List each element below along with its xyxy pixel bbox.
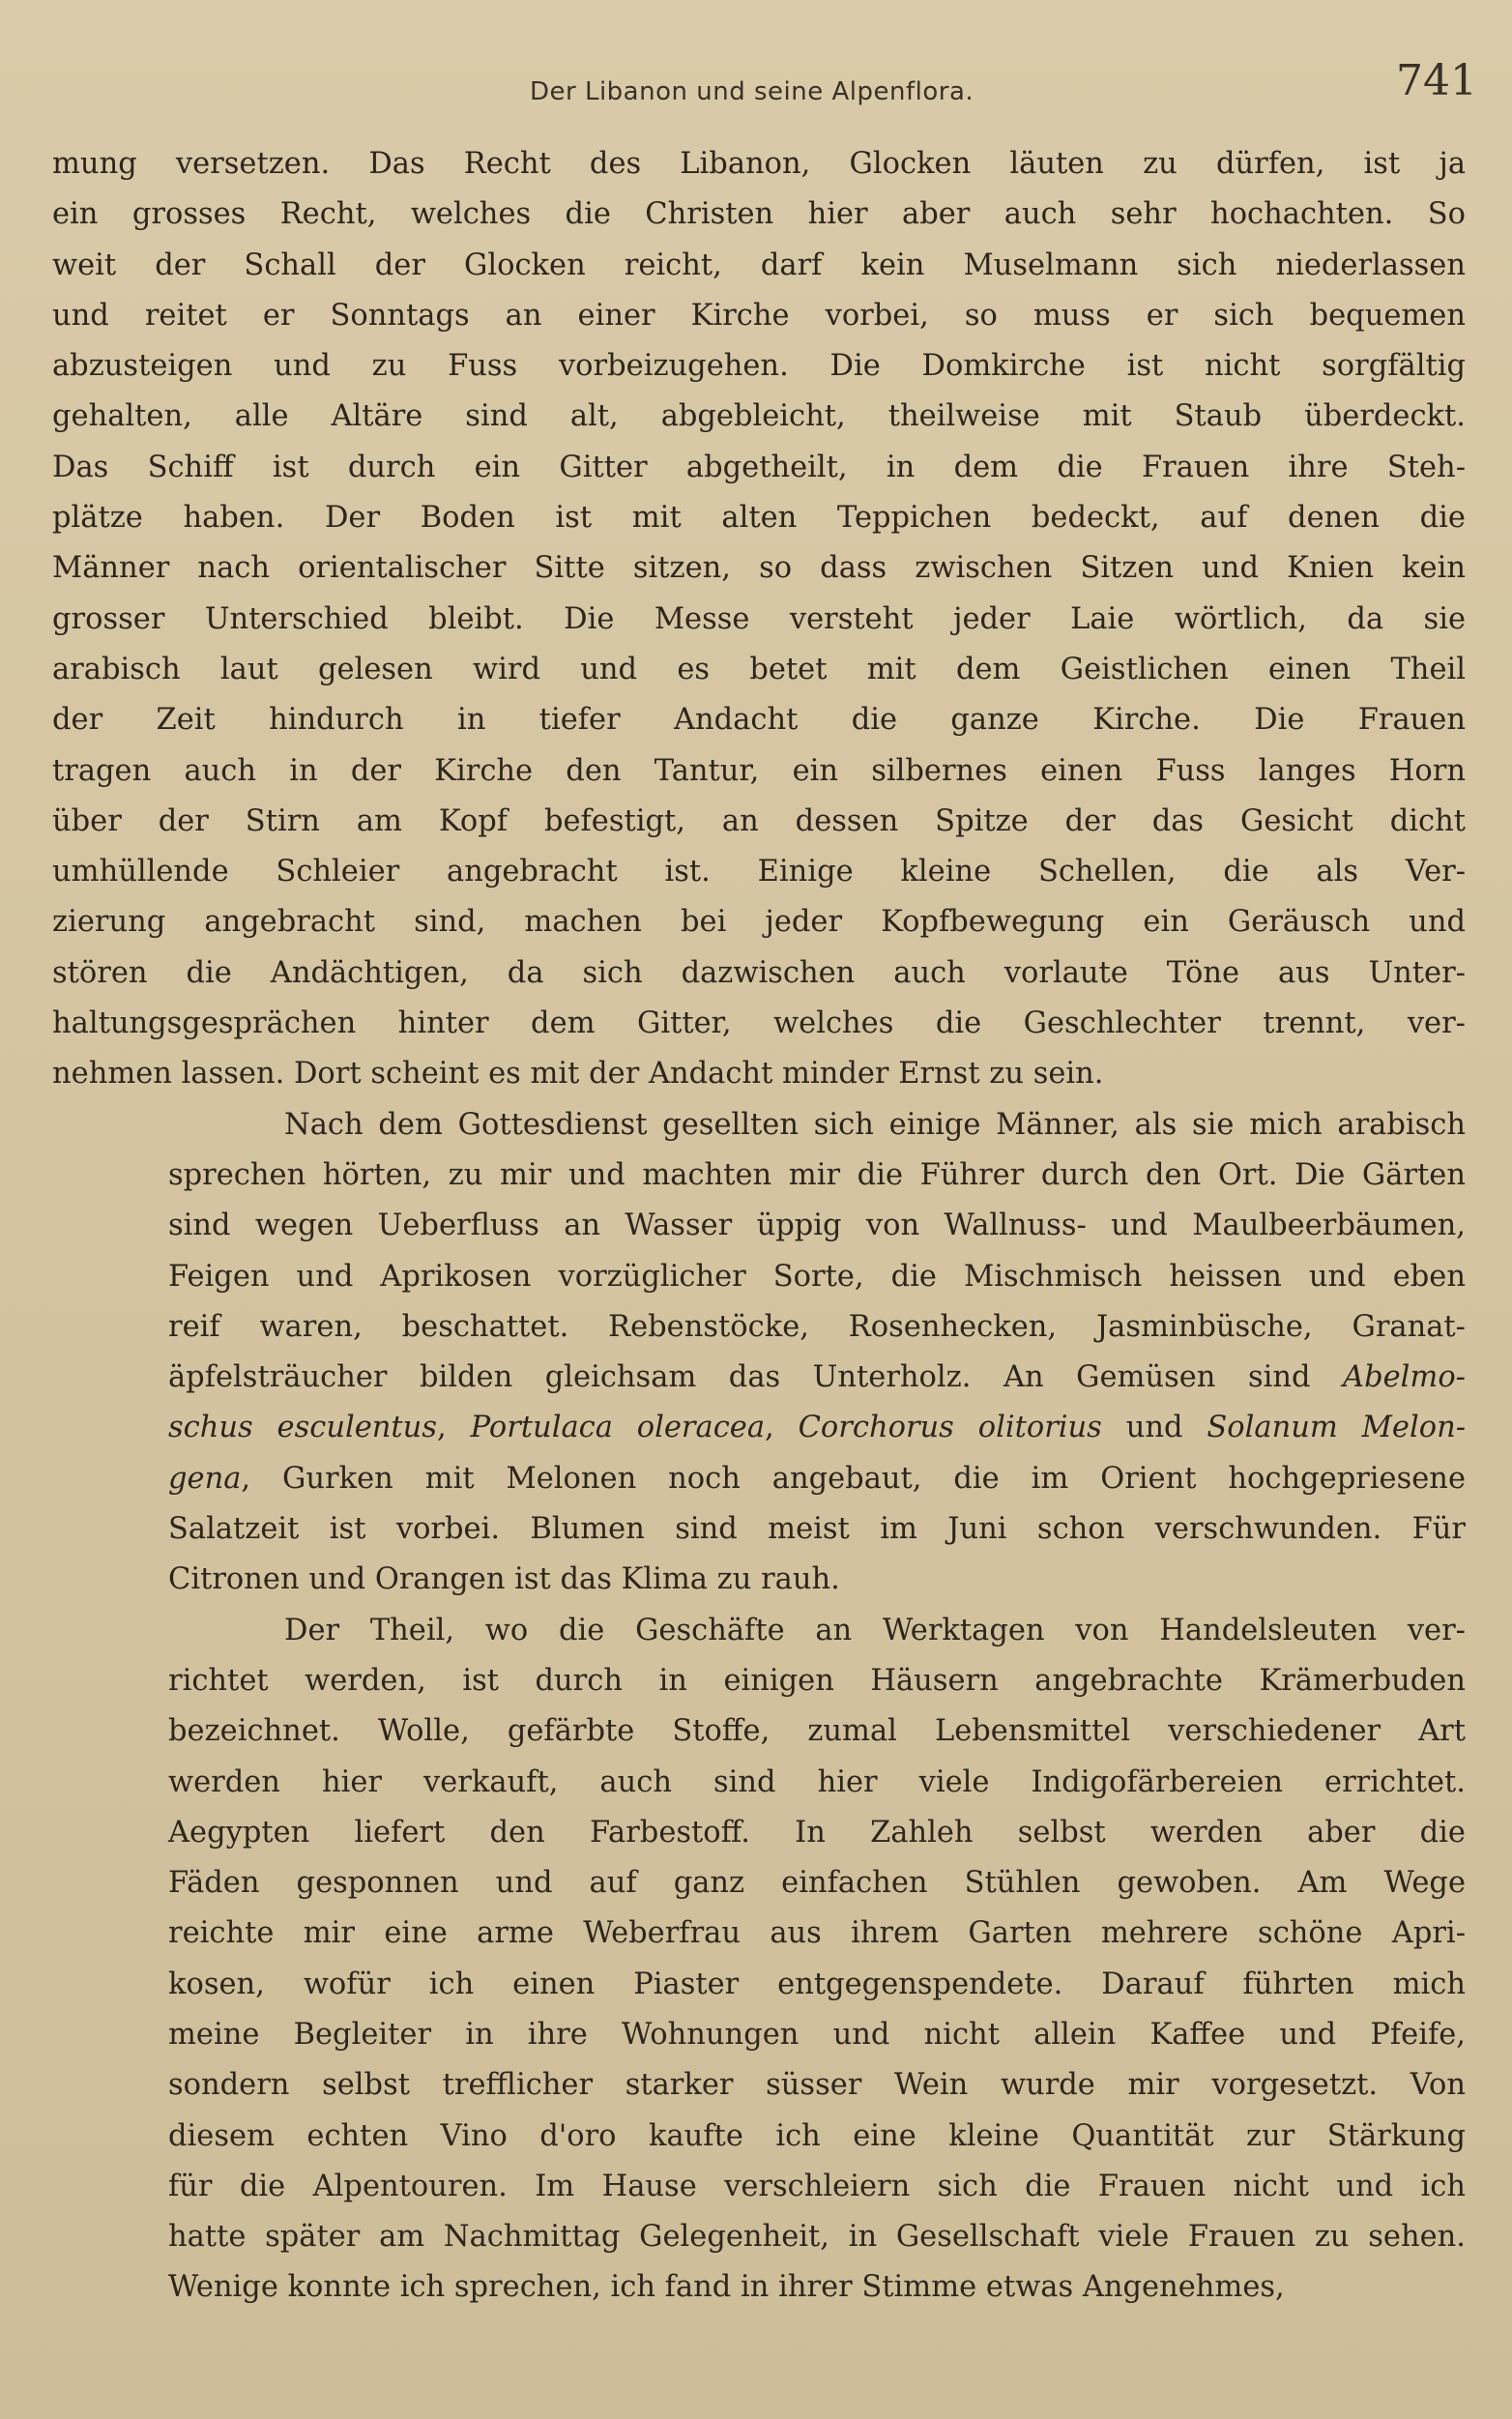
text-line: grosser Unterschied bleibt. Die Messe versteht jeder Laie wörtlich, da sie: [52, 601, 1466, 636]
text-line: sondern selbst trefflicher starker süsser Wein wurde mir vorgesetzt. Von: [168, 2068, 1466, 2103]
paragraph: [52, 139, 1466, 1100]
page-body: [52, 139, 1466, 2314]
page-number: 741: [1396, 56, 1477, 105]
text-line: und reitet er Sonntags an einer Kirche vorbei, so muss er sich bequemen: [52, 298, 1466, 333]
text-line: abzusteigen und zu Fuss vorbeizugehen. Die Domkirche ist nicht sorgfältig: [52, 349, 1466, 384]
text-line: Nach dem Gottesdienst gesellten sich einige Männer, als sie mich arabisch: [284, 1107, 1466, 1142]
text-line: sprechen hörten, zu mir und machten mir die Führer durch den Ort. Die Gärten: [168, 1157, 1466, 1192]
text-line: werden hier verkauft, auch sind hier viele Indigofärbereien errichtet.: [168, 1764, 1466, 1799]
text-line: ein grosses Recht, welches die Christen hier aber auch sehr hochachten. So: [52, 197, 1466, 232]
text-line: plätze haben. Der Boden ist mit alten Teppichen bedeckt, auf denen die: [52, 501, 1466, 536]
text-line: Der Theil, wo die Geschäfte an Werktagen von Handelsleuten ver-: [284, 1613, 1466, 1647]
text-line: weit der Schall der Glocken reicht, darf kein Muselmann sich niederlassen: [52, 248, 1466, 282]
text-line: Feigen und Aprikosen vorzüglicher Sorte, die Mischmisch heissen und eben: [168, 1259, 1466, 1294]
text-line: über der Stirn am Kopf befestigt, an dessen Spitze der das Gesicht dicht: [52, 803, 1466, 838]
text-line: Citronen und Orangen ist das Klima zu rauh.: [168, 1562, 840, 1597]
text-line: sind wegen Ueberfluss an Wasser üppig von Wallnuss- und Maulbeerbäumen,: [168, 1209, 1466, 1243]
text-line: für die Alpentouren. Im Hause verschleiern sich die Frauen nicht und ich: [168, 2169, 1466, 2203]
text-line: Aegypten liefert den Farbestoff. In Zahleh selbst werden aber die: [168, 1815, 1466, 1850]
text-line: Salatzeit ist vorbei. Blumen sind meist im Juni schon verschwunden. Für: [168, 1512, 1466, 1547]
text-line: Fäden gesponnen und auf ganz einfachen Stühlen gewoben. Am Wege: [168, 1866, 1466, 1901]
text-line: bezeichnet. Wolle, gefärbte Stoffe, zumal Lebensmittel verschiedener Art: [168, 1714, 1466, 1749]
text-line: tragen auch in der Kirche den Tantur, ein silbernes einen Fuss langes Horn: [52, 753, 1466, 788]
text-line: Das Schiff ist durch ein Gitter abgetheilt, in dem die Frauen ihre Steh-: [52, 450, 1466, 484]
running-title: Der Libanon und seine Alpenflora.: [530, 77, 974, 106]
text-line: reif waren, beschattet. Rebenstöcke, Rosenhecken, Jasminbüsche, Granat-: [168, 1309, 1466, 1344]
text-line: reichte mir eine arme Weberfrau aus ihrem Garten mehrere schöne Apri-: [168, 1916, 1466, 1951]
text-line: Wenige konnte ich sprechen, ich fand in ihrer Stimme etwas Angenehmes,: [168, 2270, 1285, 2305]
text-line: haltungsgesprächen hinter dem Gitter, welches die Geschlechter trennt, ver-: [52, 1006, 1466, 1041]
text-line: meine Begleiter in ihre Wohnungen und nicht allein Kaffee und Pfeife,: [168, 2017, 1466, 2052]
text-line: äpfelsträucher bilden gleichsam das Unterholz. An Gemüsen sind Abelmo-: [168, 1360, 1466, 1395]
text-line: gehalten, alle Altäre sind alt, abgebleicht, theilweise mit Staub überdeckt.: [52, 399, 1466, 434]
text-line: stören die Andächtigen, da sich dazwischen auch vorlaute Töne aus Unter-: [52, 955, 1466, 990]
text-line: richtet werden, ist durch in einigen Häusern angebrachte Krämerbuden: [168, 1663, 1466, 1698]
text-line: zierung angebracht sind, machen bei jeder Kopfbewegung ein Geräusch und: [52, 905, 1466, 940]
text-line: diesem echten Vino d'oro kaufte ich eine kleine Quantität zur Stärkung: [168, 2118, 1466, 2153]
text-line: schus esculentus, Portulaca oleracea, Corchorus olitorius und Solanum Melon-: [168, 1411, 1467, 1445]
text-line: hatte später am Nachmittag Gelegenheit, in Gesellschaft viele Frauen zu sehen.: [168, 2220, 1466, 2255]
text-line: umhüllende Schleier angebracht ist. Einige kleine Schellen, die als Ver-: [52, 855, 1466, 889]
text-line: kosen, wofür ich einen Piaster entgegenspendete. Darauf führten mich: [168, 1967, 1466, 2001]
text-line: Männer nach orientalischer Sitte sitzen, so dass zwischen Sitzen und Knien kein: [52, 551, 1466, 586]
paragraph: [52, 1606, 1466, 2314]
text-line: gena, Gurken mit Melonen noch angebaut, die im Orient hochgepriesene: [168, 1461, 1466, 1496]
text-line: mung versetzen. Das Recht des Libanon, Glocken läuten zu dürfen, ist ja: [52, 147, 1466, 181]
text-line: nehmen lassen. Dort scheint es mit der Andacht minder Ernst zu sein.: [52, 1057, 1104, 1092]
text-line: der Zeit hindurch in tiefer Andacht die ganze Kirche. Die Frauen: [52, 703, 1466, 738]
page-header: [0, 56, 1512, 126]
paragraph: [52, 1100, 1466, 1606]
text-line: arabisch laut gelesen wird und es betet mit dem Geistlichen einen Theil: [52, 652, 1466, 686]
